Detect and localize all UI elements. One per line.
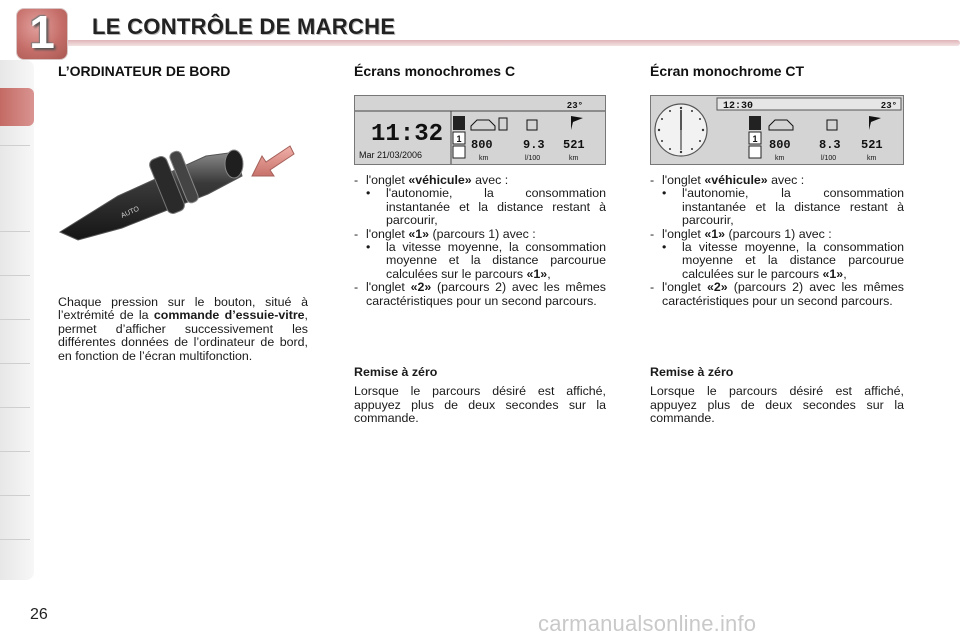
list-bold: «1» bbox=[822, 266, 844, 281]
rail-tab[interactable] bbox=[0, 456, 30, 496]
list-text: (parcours 2) avec les mêmes caractéristiques pour un second parcours. bbox=[366, 280, 606, 308]
list-item: - l'onglet «2» (parcours 2) avec les mêmes caractéristiques pour un second parcours. bbox=[354, 280, 606, 308]
list-item: - l'onglet «véhicule» avec : bbox=[354, 173, 509, 187]
rail-tab[interactable] bbox=[0, 368, 30, 408]
display-value-consumption: 8.3 bbox=[819, 138, 841, 152]
list-text: l'onglet bbox=[366, 280, 411, 295]
list-subitem: • l'autonomie, la consommation instantanée et la distance restant à parcourir, bbox=[366, 186, 606, 228]
display-unit: l/100 bbox=[821, 155, 837, 162]
list-text: avec : bbox=[767, 173, 805, 187]
display-date: Mar 21/03/2006 bbox=[359, 150, 423, 160]
list-text: (parcours 2) avec les mêmes caractéristiques pour un second parcours. bbox=[662, 280, 904, 308]
list-text: avec : bbox=[471, 173, 509, 187]
page-title: LE CONTRÔLE DE MARCHE bbox=[92, 14, 396, 39]
display-value-range: 800 bbox=[769, 138, 791, 152]
list-item: - l'onglet «1» (parcours 1) avec : bbox=[354, 226, 536, 241]
display-tab-number: 1 bbox=[752, 134, 758, 144]
reset-heading: Remise à zéro bbox=[354, 365, 438, 379]
list-subitem: • la vitesse moyenne, la consommation moyenne et la distance parcourue calculées sur le parcours «1», bbox=[662, 240, 904, 281]
display-value-consumption: 9.3 bbox=[523, 138, 545, 152]
vehicle-tab-icon bbox=[453, 116, 465, 130]
section-heading-onboard-computer: L’ORDINATEUR DE BORD bbox=[58, 63, 231, 79]
display-value-distance: 521 bbox=[861, 138, 883, 152]
list-text: l'onglet bbox=[366, 226, 409, 241]
section-heading-ct-screen: Écran monochrome CT bbox=[650, 63, 805, 79]
list-bold: «1» bbox=[526, 266, 548, 281]
reset-heading: Remise à zéro bbox=[650, 365, 734, 379]
display-time: 11:32 bbox=[371, 121, 444, 148]
arrow-icon bbox=[252, 146, 294, 176]
chapter-rail bbox=[0, 60, 34, 580]
rail-tab[interactable] bbox=[0, 412, 30, 452]
reset-text: Lorsque le parcours désiré est affiché, appuyez plus de deux secondes sur la commande. bbox=[354, 384, 606, 426]
list-text: l'onglet bbox=[662, 173, 705, 187]
rail-tab-active[interactable] bbox=[0, 88, 34, 126]
display-temperature: 23° bbox=[566, 101, 583, 111]
tab-list-c bbox=[354, 174, 606, 308]
header-rule bbox=[60, 40, 960, 46]
display-temperature: 23° bbox=[880, 101, 897, 111]
watermark-url[interactable]: carmanualsonline.info bbox=[538, 611, 757, 636]
reset-block-c bbox=[354, 366, 606, 426]
list-bold: «véhicule» bbox=[408, 173, 472, 187]
display-unit: km bbox=[775, 155, 785, 162]
display-tab-number: 1 bbox=[456, 134, 462, 144]
reset-block-ct bbox=[650, 366, 904, 426]
display-unit: km bbox=[569, 155, 579, 162]
list-text: , bbox=[843, 266, 847, 281]
list-item: - l'onglet «1» (parcours 1) avec : bbox=[650, 226, 832, 241]
vehicle-tab-icon bbox=[749, 116, 761, 130]
tab-list-ct bbox=[650, 174, 904, 308]
list-text: l'autonomie, la consommation instantanée et la distance restant à parcourir, bbox=[386, 186, 606, 228]
display-time: 12:30 bbox=[723, 101, 754, 112]
display-screen-ct bbox=[650, 95, 904, 165]
display-value-distance: 521 bbox=[563, 138, 585, 152]
list-item: - l'onglet «2» (parcours 2) avec les mêmes caractéristiques pour un second parcours. bbox=[650, 280, 904, 308]
intro-paragraph bbox=[58, 296, 308, 363]
display-unit: km bbox=[479, 155, 489, 162]
reset-text: Lorsque le parcours désiré est affiché, appuyez plus de deux secondes sur la commande. bbox=[650, 384, 904, 426]
display-unit: l/100 bbox=[525, 155, 541, 162]
page-number: 26 bbox=[30, 606, 48, 623]
list-text: l'onglet bbox=[662, 280, 707, 295]
rail-tab[interactable] bbox=[0, 280, 30, 320]
list-text: la vitesse moyenne, la consommation moyenne et la distance parcourue calculées sur le parcours bbox=[386, 240, 606, 281]
chapter-number: 1 bbox=[29, 6, 55, 58]
wiper-stalk-illustration bbox=[58, 132, 308, 242]
display-screen-c bbox=[354, 95, 606, 165]
section-heading-c-screens: Écrans monochromes C bbox=[354, 63, 516, 79]
display-value-range: 800 bbox=[471, 138, 493, 152]
list-text: , bbox=[547, 266, 551, 281]
list-bold: «2» bbox=[706, 280, 728, 295]
rail-tab[interactable] bbox=[0, 236, 30, 276]
rail-tab[interactable] bbox=[0, 324, 30, 364]
intro-text-end: , permet d’afficher successivement les différentes données de l’ordinateur de bord, en fonction de l’écran multifonction. bbox=[58, 308, 308, 363]
list-text: l'autonomie, la consommation instantanée et la distance restant à parcourir, bbox=[682, 186, 904, 228]
list-text: (parcours 1) avec : bbox=[429, 226, 536, 241]
rail-tab[interactable] bbox=[0, 500, 30, 540]
list-subitem: • l'autonomie, la consommation instantanée et la distance restant à parcourir, bbox=[662, 186, 904, 228]
list-text: la vitesse moyenne, la consommation moyenne et la distance parcourue calculées sur le parcours bbox=[682, 240, 904, 281]
stalk-auto-label: AUTO bbox=[119, 205, 141, 220]
list-bold: «véhicule» bbox=[704, 173, 768, 187]
display-unit: km bbox=[867, 155, 877, 162]
list-item: - l'onglet «véhicule» avec : bbox=[650, 173, 805, 187]
list-text: (parcours 1) avec : bbox=[725, 226, 832, 241]
intro-text: Chaque pression sur le bouton, situé à l’extrémité de la bbox=[58, 295, 308, 323]
list-text: l'onglet bbox=[366, 173, 409, 187]
rail-tab[interactable] bbox=[0, 192, 30, 232]
intro-bold: commande d’essuie-vitre bbox=[153, 308, 305, 323]
list-bold: «1» bbox=[408, 226, 430, 241]
list-bold: «1» bbox=[704, 226, 726, 241]
list-bold: «2» bbox=[410, 280, 432, 295]
list-subitem: • la vitesse moyenne, la consommation moyenne et la distance parcourue calculées sur le parcours «1», bbox=[366, 240, 606, 281]
list-text: l'onglet bbox=[662, 226, 705, 241]
